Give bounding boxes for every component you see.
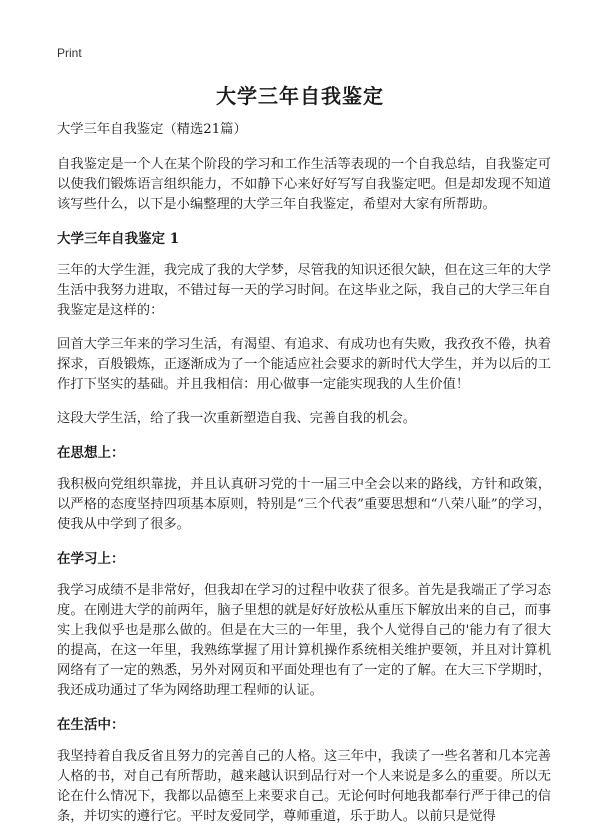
heading-life: 在生活中： [57,717,125,733]
paragraph-life: 我坚持着自我反省且努力的完善自己的人格。这三年中，我读了一些名著和几本完善人格的书，对自己有所帮助，越来越认识到品行对一个人来说是多么的重要。所以无论在什么情况下，我都以品德至上来要求自己。无论何时何地我都奉行严于律己的信条，并切实的遵行它。平时友爱同学，尊师重道，乐于助人。以前只是觉得 [57,749,551,824]
print-label: Print [57,46,82,60]
paragraph-1: 三年的大学生涯，我完成了我的大学梦，尽管我的知识还很欠缺，但在这三年的大学生活中我努力进取，不错过每一天的学习时间。在这毕业之际，我自己的大学三年自我鉴定是这样的： [57,263,551,318]
paragraph-thought: 我积极向党组织靠拢，并且认真研习党的十一届三中全会以来的路线，方针和政策，以严格的态度坚持四项基本原则，特别是“三个代表”重要思想和“八荣八耻”的学习，使我从中学到了很多。 [57,477,551,532]
document-body [57,120,551,828]
document-title: 大学三年自我鉴定 [216,84,384,108]
paragraph-2: 回首大学三年来的学习生活，有渴望、有追求、有成功也有失败，我孜孜不倦，执着探求，百般锻炼，正逐渐成为了一个能适应社会要求的新时代大学生，并为以后的工作打下坚实的基础。并且我相信：用心做事一定能实现我的人生价值！ [57,337,551,392]
heading-study: 在学习上： [57,551,125,567]
document-subtitle: 大学三年自我鉴定（精选21篇） [57,122,247,137]
paragraph-3: 这段大学生活，给了我一次重新塑造自我、完善自我的机会。 [57,411,417,426]
paragraph-study: 我学习成绩不是非常好，但我却在学习的过程中收获了很多。首先是我端正了学习态度。在刚进大学的前两年，脑子里想的就是好好放松从重压下解放出来的自己，而事实上我似乎也是那么做的。但是在大三的一年里，我个人觉得自己的'能力有了很大的提高，在这一年里，我熟练掌握了用计算机操作系统相关维护要领，并且对计算机网络有了一定的熟悉，另外对网页和平面处理也有了一定的了解。在大三下学期时，我还成功通过了华为网络助理工程师的认证。 [57,583,551,698]
section-heading: 大学三年自我鉴定 1 [57,231,180,247]
heading-thought: 在思想上： [57,445,125,461]
intro-paragraph: 自我鉴定是一个人在某个阶段的学习和工作生活等表现的一个自我总结，自我鉴定可以使我们锻炼语言组织能力，不如静下心来好好写写自我鉴定吧。但是却发现不知道该写些什么，以下是小编整理的大学三年自我鉴定，希望对大家有所帮助。 [57,157,551,212]
